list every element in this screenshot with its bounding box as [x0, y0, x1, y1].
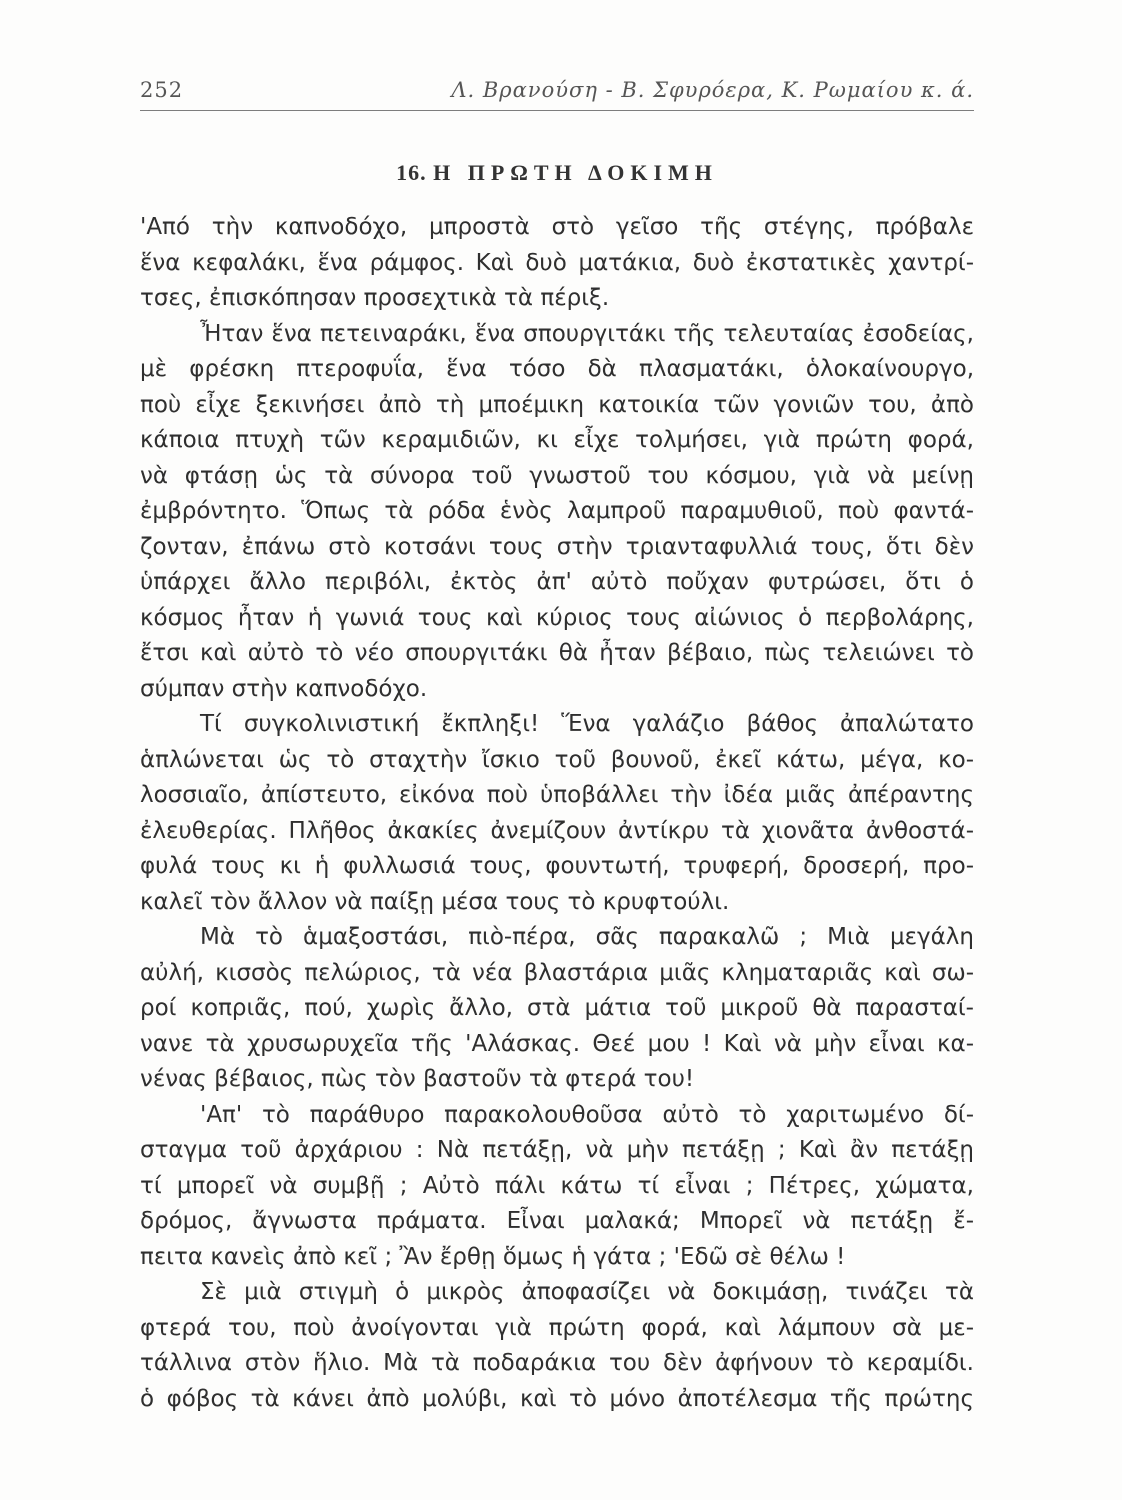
- chapter-number: 16.: [396, 160, 427, 185]
- text-line: Ἦταν ἕνα πετειναράκι, ἕνα σπουργιτάκι τῆς τελευταίας ἐσοδείας,: [200, 320, 974, 347]
- text-line: 'Απ' τὸ παράθυρο παρακολουθοῦσα αὐτὸ τὸ χαριτωμένο δί-: [200, 1101, 974, 1128]
- text-line: νανε τὰ χρυσωρυχεῖα τῆς 'Αλάσκας. Θεέ μου ! Καὶ νὰ μὴν εἶναι κα-: [140, 1030, 974, 1057]
- text-line: τί μπορεῖ νὰ συμβῇ ; Αὐτὸ πάλι κάτω τί εἶναι ; Πέτρες, χώματα,: [140, 1172, 974, 1199]
- text-line: νὰ φτάσῃ ὡς τὰ σύνορα τοῦ γνωστοῦ του κόσμου, γιὰ νὰ μείνῃ: [140, 462, 974, 489]
- text-line: αὐλή, κισσὸς πελώριος, τὰ νέα βλαστάρια μιᾶς κληματαριᾶς καὶ σω-: [140, 959, 974, 986]
- text-line: κόσμος ἦταν ἡ γωνιά τους καὶ κύριος τους αἰώνιος ὁ περβολάρης,: [140, 604, 974, 631]
- text-line: 'Από τὴν καπνοδόχο, μπροστὰ στὸ γεῖσο τῆς στέγης, πρόβαλε: [140, 214, 974, 240]
- text-line: Μὰ τὸ ἁμαξοστάσι, πιὸ-πέρα, σᾶς παρακαλῶ ; Μιὰ μεγάλη: [200, 924, 974, 950]
- text-line: ἕνα κεφαλάκι, ἕνα ράμφος. Καὶ δυὸ ματάκια, δυὸ ἐκστατικὲς χαντρί-: [140, 249, 974, 276]
- text-line: ροί κοπριᾶς, πού, χωρὶς ἄλλο, στὰ μάτια τοῦ μικροῦ θὰ παρασταί-: [140, 995, 974, 1021]
- text-line: καλεῖ τὸν ἄλλον νὰ παίξῃ μέσα τους τὸ κρυφτούλι.: [140, 888, 730, 915]
- text-line: νένας βέβαιος, πὼς τὸν βαστοῦν τὰ φτερά του!: [140, 1066, 695, 1092]
- text-line: μὲ φρέσκη πτεροφυΐα, ἕνα τόσο δὰ πλασματάκι, ὁλοκαίνουργο,: [140, 356, 974, 382]
- chapter-heading: [140, 160, 974, 186]
- text-line: ζονταν, ἐπάνω στὸ κοτσάνι τους στὴν τριανταφυλλιά τους, ὅτι δὲν: [140, 533, 974, 560]
- chapter-title: Η ΠΡΩΤΗ ΔΟΚΙΜΗ: [433, 160, 718, 185]
- text-line: Σὲ μιὰ στιγμὴ ὁ μικρὸς ἀποφασίζει νὰ δοκιμάσῃ, τινάζει τὰ: [200, 1279, 974, 1305]
- text-line: Τί συγκολινιστική ἔκπληξι! Ἕνα γαλάζιο βάθος ἀπαλώτατο: [200, 711, 974, 737]
- text-line: δρόμος, ἄγνωστα πράματα. Εἶναι μαλακά; Μπορεῖ νὰ πετάξῃ ἔ-: [140, 1208, 974, 1234]
- running-title: Λ. Βρανούση - Β. Σφυρόερα, Κ. Ρωμαίου κ. ά.: [451, 78, 974, 102]
- text-line: τάλλινα στὸν ἥλιο. Μὰ τὰ ποδαράκια του δὲν ἀφήνουν τὸ κεραμίδι.: [140, 1350, 974, 1376]
- text-line: τσες, ἐπισκόπησαν προσεχτικὰ τὰ πέριξ.: [140, 285, 610, 311]
- body-text: [140, 210, 974, 1417]
- text-line: ποὺ εἶχε ξεκινήσει ἀπὸ τὴ μποέμικη κατοικία τῶν γονιῶν του, ἀπὸ: [140, 391, 974, 418]
- text-line: ἔτσι καὶ αὐτὸ τὸ νέο σπουργιτάκι θὰ ἦταν βέβαιο, πὼς τελειώνει τὸ: [140, 640, 974, 666]
- text-line: λοσσιαῖο, ἀπίστευτο, εἰκόνα ποὺ ὑποβάλλει τὴν ἰδέα μιᾶς ἀπέραντης: [140, 782, 974, 808]
- text-line: φυλά τους κι ἡ φυλλωσιά τους, φουντωτή, τρυφερή, δροσερή, προ-: [140, 853, 974, 879]
- text-line: ὁ φόβος τὰ κάνει ἀπὸ μολύβι, καὶ τὸ μόνο ἀποτέλεσμα τῆς πρώτης: [140, 1385, 974, 1412]
- running-header: [140, 76, 974, 111]
- text-line: πειτα κανεὶς ἀπὸ κεῖ ; Ἂν ἔρθῃ ὅμως ἡ γάτα ; 'Εδῶ σὲ θέλω !: [140, 1243, 846, 1270]
- text-line: ἁπλώνεται ὡς τὸ σταχτὴν ἴσκιο τοῦ βουνοῦ, ἐκεῖ κάτω, μέγα, κο-: [140, 746, 974, 773]
- text-line: φτερά του, ποὺ ἀνοίγονται γιὰ πρώτη φορά, καὶ λάμπουν σὰ με-: [140, 1314, 974, 1341]
- text-line: ὑπάρχει ἄλλο περιβόλι, ἐκτὸς ἀπ' αὐτὸ ποὔχαν φυτρώσει, ὅτι ὁ: [140, 569, 974, 595]
- text-line: ἐμβρόντητο. Ὅπως τὰ ρόδα ἑνὸς λαμπροῦ παραμυθιοῦ, ποὺ φαντά-: [140, 498, 974, 524]
- text-line: σύμπαν στὴν καπνοδόχο.: [140, 675, 428, 702]
- text-line: σταγμα τοῦ ἀρχάριου : Νὰ πετάξῃ, νὰ μὴν πετάξῃ ; Καὶ ἂν πετάξῃ: [140, 1137, 974, 1163]
- text-line: κάποια πτυχὴ τῶν κεραμιδιῶν, κι εἶχε τολμήσει, γιὰ πρώτη φορά,: [140, 427, 974, 453]
- text-line: ἐλευθερίας. Πλῆθος ἀκακίες ἀνεμίζουν ἀντίκρυ τὰ χιονᾶτα ἀνθοστά-: [140, 817, 974, 844]
- page-number: 252: [140, 78, 184, 102]
